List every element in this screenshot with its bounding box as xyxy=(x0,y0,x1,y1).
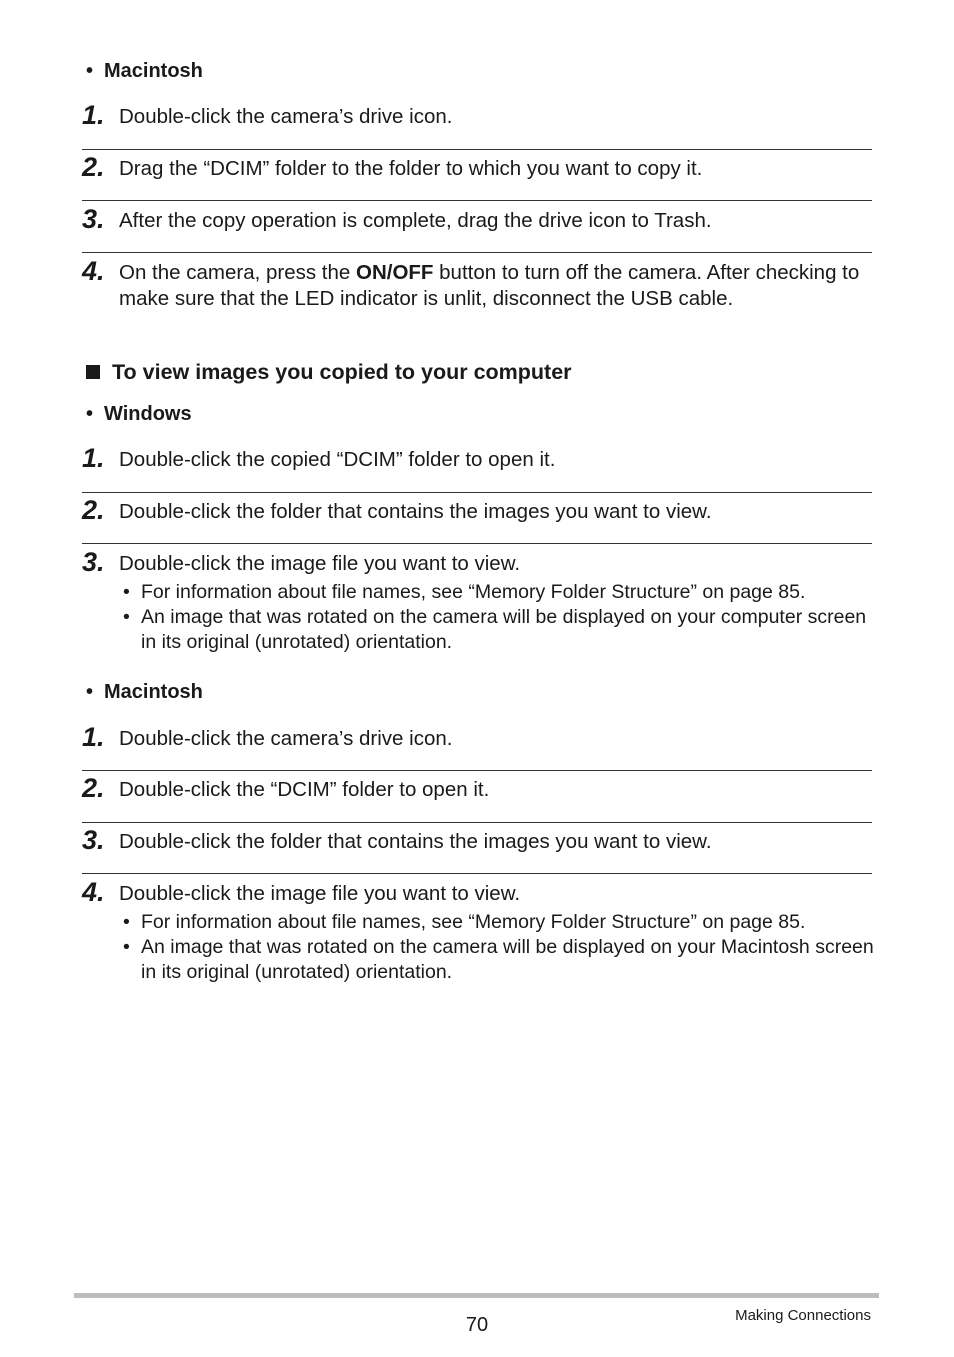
step-text: Double-click the folder that contains the images you want to view. xyxy=(119,500,712,523)
note-item xyxy=(123,910,876,935)
step-number: 2. xyxy=(82,152,105,182)
step-text: After the copy operation is complete, drag the drive icon to Trash. xyxy=(119,209,712,232)
step-text: Double-click the image file you want to view. xyxy=(119,552,521,575)
macintosh-heading xyxy=(86,681,203,704)
footer-divider xyxy=(74,1293,879,1298)
step-text: Double-click the folder that contains the images you want to view. xyxy=(119,830,712,853)
heading-text: Windows xyxy=(104,403,192,425)
note-item xyxy=(123,935,876,985)
macintosh-heading-top xyxy=(86,60,203,83)
square-bullet-icon xyxy=(86,365,100,379)
step-divider xyxy=(82,822,872,823)
step-number: 3. xyxy=(82,547,105,577)
step-text-part: button to turn off the camera. After checking to make sure that the LED indicator is unlit, disconnect the USB cable. xyxy=(119,261,860,310)
note-text: For information about file names, see “Memory Folder Structure” on page 85. xyxy=(141,581,806,603)
step-text: Drag the “DCIM” folder to the folder to which you want to copy it. xyxy=(119,157,703,180)
step-divider xyxy=(82,543,872,544)
step-text: Double-click the copied “DCIM” folder to open it. xyxy=(119,448,556,471)
step-number: 4. xyxy=(82,877,105,907)
step-number: 3. xyxy=(82,204,105,234)
step-divider xyxy=(82,770,872,771)
step-number: 2. xyxy=(82,495,105,525)
section-title-text: To view images you copied to your computer xyxy=(112,360,572,384)
note-text: An image that was rotated on the camera will be displayed on your computer screen in its original (unrotated) orientation. xyxy=(141,606,867,653)
step-text: Double-click the image file you want to view. xyxy=(119,882,521,905)
step-divider xyxy=(82,252,872,253)
heading-text: Macintosh xyxy=(104,681,203,703)
bullet-dot: • xyxy=(123,581,130,603)
note-item xyxy=(123,580,876,605)
step-text xyxy=(119,260,864,312)
onoff-button-label: ON/OFF xyxy=(356,261,434,284)
step-number: 4. xyxy=(82,256,105,286)
note-text: For information about file names, see “Memory Folder Structure” on page 85. xyxy=(141,911,806,933)
note-text: An image that was rotated on the camera will be displayed on your Macintosh screen in its original (unrotated) orientation. xyxy=(141,936,874,983)
step-number: 1. xyxy=(82,100,105,130)
section-title xyxy=(86,360,572,385)
heading-text: Macintosh xyxy=(104,60,203,82)
step-divider xyxy=(82,149,872,150)
step-text-part: On the camera, press the xyxy=(119,261,357,284)
step-text: Double-click the “DCIM” folder to open it. xyxy=(119,778,490,801)
step-text: Double-click the camera’s drive icon. xyxy=(119,727,453,750)
step-number: 1. xyxy=(82,722,105,752)
page-number: 70 xyxy=(465,1314,489,1336)
chapter-label: Making Connections xyxy=(735,1307,871,1324)
bullet-dot: • xyxy=(123,936,130,958)
step-divider xyxy=(82,200,872,201)
step-number: 3. xyxy=(82,825,105,855)
bullet-dot: • xyxy=(86,681,94,703)
bullet-dot: • xyxy=(86,60,94,82)
step-divider xyxy=(82,873,872,874)
step-text: Double-click the camera’s drive icon. xyxy=(119,105,453,128)
note-item xyxy=(123,605,876,655)
windows-heading xyxy=(86,403,192,426)
step-number: 2. xyxy=(82,773,105,803)
bullet-dot: • xyxy=(123,606,130,628)
step-divider xyxy=(82,492,872,493)
bullet-dot: • xyxy=(123,911,130,933)
step-number: 1. xyxy=(82,443,105,473)
bullet-dot: • xyxy=(86,403,94,425)
